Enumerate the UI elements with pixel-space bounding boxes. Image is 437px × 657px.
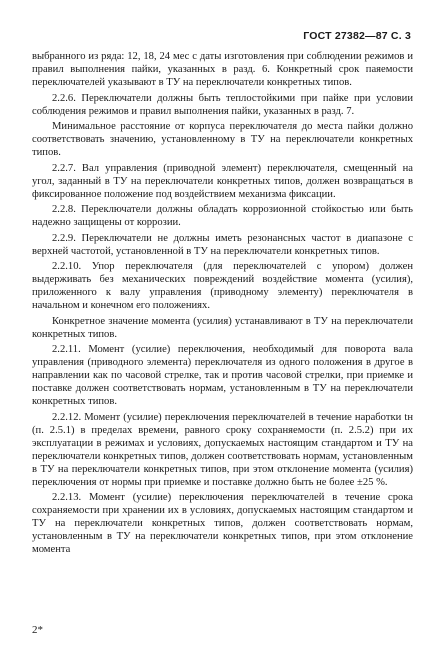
paragraph: выбранного из ряда: 12, 18, 24 мес с даты изготовления при соблюдении режимов и правил выполнения пайки, указанных в разд. 6. Конкретный срок паяемости переключателей указывают в ТУ на переключатели конкретных типов. [32, 51, 413, 88]
paragraph: 2.2.8. Переключатели должны обладать коррозионной стойкостью или быть надежно защищены от коррозии. [32, 204, 413, 228]
paragraph: 2.2.12. Момент (усилие) переключения переключателей в течение наработки tн (п. 2.5.1) в пределах времени, равного сроку сохраняемости (п. 2.5.2) при их эксплуатации в режимах и условиях, допускаемых настоящим стандартом и ТУ на переключатели конкретных типов, должен соответствовать нормам, установленным в ТУ на переключатели конкретных типов, при этом отклонение момента (усилия) переключения от нормы при приемке и поставке должно быть не более ±25 %. [32, 411, 413, 488]
paragraph: 2.2.6. Переключатели должны быть теплостойкими при пайке при условии соблюдения режимов и правил выполнения пайки, указанных в разд. 7. [32, 92, 413, 117]
paragraph: Минимальное расстояние от корпуса переключателя до места пайки должно соответствовать значению, установленному в ТУ на переключатели конкретных типов. [32, 121, 413, 158]
paragraph: Конкретное значение момента (усилия) устанавливают в ТУ на переключатели конкретных типов. [32, 315, 413, 340]
document-body [32, 50, 413, 559]
paragraph: 2.2.10. Упор переключателя (для переключателей с упором) должен выдерживать без механических повреждений воздействие момента (усилия), приложенного к валу управления (приводному элементу) переключателя в начальном и конечном его положениях. [32, 261, 413, 311]
page-footer-mark: 2* [32, 624, 43, 636]
paragraph: 2.2.7. Вал управления (приводной элемент) переключателя, смещенный на угол, заданный в ТУ на переключатели конкретных типов, должен возвращаться в фиксированное положение под воздействием механизма фиксации. [32, 162, 413, 200]
paragraph: 2.2.11. Момент (усилие) переключения, необходимый для поворота вала управления (приводного элемента) переключателя из одного положения в другое в направлении как по часовой стрелке, так и против часовой стрелки, при приемке и поставке должен соответствовать нормам, установленным в ТУ на переключатели конкретных типов. [32, 344, 413, 407]
paragraph: 2.2.9. Переключатели не должны иметь резонансных частот в диапазоне с верхней частотой, установленной в ТУ на переключатели конкретных типов. [32, 232, 413, 257]
page-header: ГОСТ 27382—87 С. 3 [303, 30, 411, 42]
paragraph: 2.2.13. Момент (усилие) переключения переключателей в течение срока сохраняемости при хранении их в условиях, допускаемых настоящим стандартом и ТУ на переключатели конкретных типов, должен соответствовать нормам, установленным в ТУ на переключатели конкретных типов, при этом отклонение момента [32, 492, 413, 555]
